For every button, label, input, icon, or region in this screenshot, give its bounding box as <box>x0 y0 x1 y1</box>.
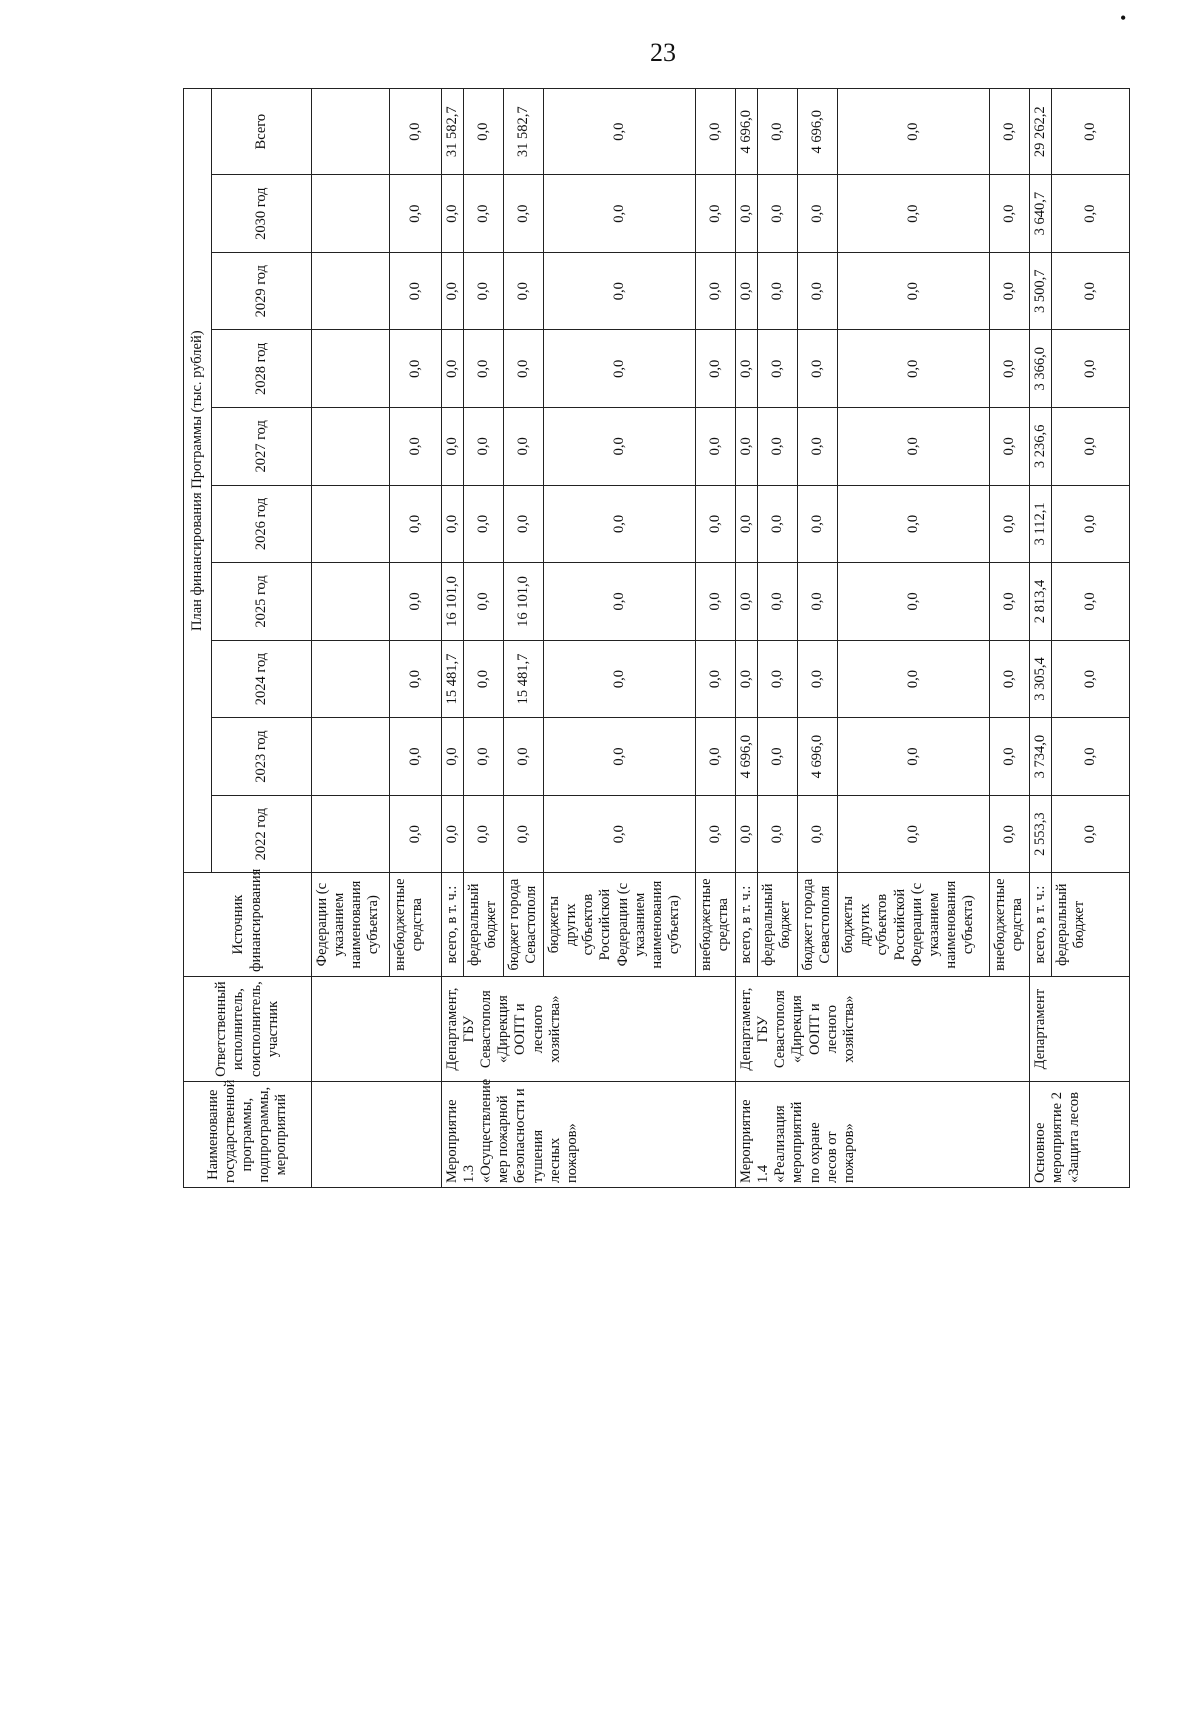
executor-cell: Департамент <box>1030 976 1130 1082</box>
value-cell: 0,0 <box>390 485 442 563</box>
header-year: 2028 год <box>212 330 312 408</box>
cont-name-cell <box>312 1082 442 1188</box>
table-row <box>1030 89 1052 1188</box>
value-cell: 0,0 <box>504 330 544 408</box>
header-year: 2024 год <box>212 640 312 718</box>
value-cell: 0,0 <box>544 640 696 718</box>
value-cell: 0,0 <box>442 408 464 486</box>
total-cell: 31 582,7 <box>442 89 464 175</box>
value-cell: 0,0 <box>696 795 736 873</box>
value-cell: 0,0 <box>758 330 798 408</box>
value-cell: 3 236,6 <box>1030 408 1052 486</box>
value-cell: 3 366,0 <box>1030 330 1052 408</box>
source-cell: внебюджетные средства <box>390 873 442 976</box>
value-cell: 0,0 <box>758 175 798 253</box>
value-cell: 0,0 <box>544 795 696 873</box>
value-cell: 0,0 <box>838 330 990 408</box>
value-cell: 0,0 <box>1052 640 1130 718</box>
value-cell: 0,0 <box>504 485 544 563</box>
value-cell: 0,0 <box>464 563 504 641</box>
header-year: 2030 год <box>212 175 312 253</box>
measure-name-cell: Мероприятие 1.4 «Реализация мероприятий по охране лесов от пожаров» <box>736 1082 1030 1188</box>
value-cell: 0,0 <box>758 795 798 873</box>
value-cell: 0,0 <box>1052 563 1130 641</box>
executor-cell: Департамент, ГБУ Севастополя «Дирекция ООПТ и лесного хозяйства» <box>736 976 1030 1082</box>
value-cell: 0,0 <box>696 408 736 486</box>
value-cell: 0,0 <box>464 718 504 796</box>
value-cell: 3 112,1 <box>1030 485 1052 563</box>
total-cell: 0,0 <box>758 89 798 175</box>
value-cell: 0,0 <box>798 563 838 641</box>
header-year: 2029 год <box>212 252 312 330</box>
value-cell: 0,0 <box>798 175 838 253</box>
value-cell: 0,0 <box>1052 408 1130 486</box>
value-cell: 0,0 <box>1052 485 1130 563</box>
value-cell: 4 696,0 <box>798 718 838 796</box>
source-cell: федеральный бюджет <box>464 873 504 976</box>
source-cell: внебюджетные средства <box>990 873 1030 976</box>
empty-cell <box>312 718 390 796</box>
value-cell: 0,0 <box>758 252 798 330</box>
scan-mark: • <box>1120 8 1127 28</box>
value-cell: 0,0 <box>990 563 1030 641</box>
value-cell: 0,0 <box>696 330 736 408</box>
measure-name-cell: Мероприятие 1.3 «Осуществление мер пожарной безопасности и тушения лесных пожаров» <box>442 1082 736 1188</box>
value-cell: 4 696,0 <box>736 718 758 796</box>
value-cell: 0,0 <box>758 408 798 486</box>
total-cell: 4 696,0 <box>798 89 838 175</box>
source-cell: федеральный бюджет <box>1052 873 1130 976</box>
rotated-table-wrapper <box>183 88 1099 1188</box>
value-cell: 0,0 <box>758 640 798 718</box>
measure-name-cell: Основное мероприятие 2 «Защита лесов <box>1030 1082 1130 1188</box>
value-cell: 0,0 <box>990 795 1030 873</box>
value-cell: 0,0 <box>464 252 504 330</box>
total-cell: 0,0 <box>990 89 1030 175</box>
value-cell: 0,0 <box>798 485 838 563</box>
value-cell: 0,0 <box>798 640 838 718</box>
value-cell: 0,0 <box>544 330 696 408</box>
total-cell: 29 262,2 <box>1030 89 1052 175</box>
value-cell: 0,0 <box>990 718 1030 796</box>
table-row <box>736 89 758 1188</box>
value-cell: 0,0 <box>544 408 696 486</box>
header-source: Источник финансирования <box>184 873 312 976</box>
financing-table <box>183 88 1130 1188</box>
header-year: 2026 год <box>212 485 312 563</box>
value-cell: 0,0 <box>736 330 758 408</box>
empty-cell <box>312 408 390 486</box>
value-cell: 0,0 <box>464 175 504 253</box>
header-executor: Ответственный исполнитель, соисполнитель, участник <box>184 976 312 1082</box>
value-cell: 16 101,0 <box>504 563 544 641</box>
value-cell: 0,0 <box>758 563 798 641</box>
value-cell: 0,0 <box>838 640 990 718</box>
value-cell: 0,0 <box>544 252 696 330</box>
value-cell: 0,0 <box>390 330 442 408</box>
source-cell: внебюджетные средства <box>696 873 736 976</box>
header-total: Всего <box>212 89 312 175</box>
empty-cell <box>312 89 390 175</box>
source-cell: федеральный бюджет <box>758 873 798 976</box>
value-cell: 0,0 <box>442 795 464 873</box>
total-cell: 0,0 <box>696 89 736 175</box>
value-cell: 0,0 <box>464 795 504 873</box>
header-name: Наименование государственной программы, подпрограммы, мероприятий <box>184 1082 312 1188</box>
value-cell: 0,0 <box>544 485 696 563</box>
source-cell: бюджет города Севастополя <box>504 873 544 976</box>
value-cell: 0,0 <box>390 252 442 330</box>
value-cell: 0,0 <box>736 563 758 641</box>
value-cell: 0,0 <box>696 563 736 641</box>
value-cell: 0,0 <box>736 252 758 330</box>
value-cell: 15 481,7 <box>442 640 464 718</box>
value-cell: 15 481,7 <box>504 640 544 718</box>
value-cell: 0,0 <box>990 330 1030 408</box>
value-cell: 0,0 <box>544 718 696 796</box>
value-cell: 0,0 <box>990 408 1030 486</box>
empty-cell <box>312 175 390 253</box>
value-cell: 2 553,3 <box>1030 795 1052 873</box>
value-cell: 0,0 <box>390 640 442 718</box>
value-cell: 3 305,4 <box>1030 640 1052 718</box>
value-cell: 0,0 <box>798 408 838 486</box>
value-cell: 0,0 <box>1052 252 1130 330</box>
value-cell: 3 734,0 <box>1030 718 1052 796</box>
table-row <box>442 89 464 1188</box>
source-cell: бюджет города Севастополя <box>798 873 838 976</box>
value-cell: 0,0 <box>504 795 544 873</box>
value-cell: 0,0 <box>504 252 544 330</box>
value-cell: 0,0 <box>442 252 464 330</box>
value-cell: 0,0 <box>736 175 758 253</box>
value-cell: 0,0 <box>990 640 1030 718</box>
total-cell: 0,0 <box>390 89 442 175</box>
source-cell: всего, в т. ч.: <box>1030 873 1052 976</box>
value-cell: 0,0 <box>838 795 990 873</box>
value-cell: 16 101,0 <box>442 563 464 641</box>
cont-executor-cell <box>312 976 442 1082</box>
value-cell: 0,0 <box>442 485 464 563</box>
total-cell: 0,0 <box>1052 89 1130 175</box>
page-number: 23 <box>650 38 676 67</box>
value-cell: 0,0 <box>736 408 758 486</box>
value-cell: 0,0 <box>442 175 464 253</box>
value-cell: 0,0 <box>696 718 736 796</box>
value-cell: 0,0 <box>504 718 544 796</box>
value-cell: 0,0 <box>464 330 504 408</box>
value-cell: 0,0 <box>696 252 736 330</box>
value-cell: 0,0 <box>1052 718 1130 796</box>
value-cell: 3 500,7 <box>1030 252 1052 330</box>
value-cell: 0,0 <box>390 795 442 873</box>
total-cell: 31 582,7 <box>504 89 544 175</box>
value-cell: 0,0 <box>464 408 504 486</box>
value-cell: 2 813,4 <box>1030 563 1052 641</box>
value-cell: 0,0 <box>464 485 504 563</box>
value-cell: 0,0 <box>544 563 696 641</box>
value-cell: 0,0 <box>442 718 464 796</box>
header-year: 2023 год <box>212 718 312 796</box>
value-cell: 0,0 <box>798 795 838 873</box>
total-cell: 0,0 <box>464 89 504 175</box>
value-cell: 0,0 <box>838 718 990 796</box>
empty-cell <box>312 330 390 408</box>
value-cell: 0,0 <box>990 175 1030 253</box>
source-cell: бюджеты других субъектов Российской Федерации (с указанием наименования субъекта) <box>544 873 696 976</box>
empty-cell <box>312 252 390 330</box>
value-cell: 0,0 <box>990 252 1030 330</box>
value-cell: 0,0 <box>390 563 442 641</box>
header-year: 2025 год <box>212 563 312 641</box>
header-year: 2027 год <box>212 408 312 486</box>
value-cell: 0,0 <box>442 330 464 408</box>
header-plan: План финансирования Программы (тыс. рублей) <box>184 89 212 873</box>
value-cell: 0,0 <box>758 485 798 563</box>
value-cell: 0,0 <box>838 175 990 253</box>
value-cell: 3 640,7 <box>1030 175 1052 253</box>
value-cell: 0,0 <box>798 330 838 408</box>
empty-cell <box>312 795 390 873</box>
value-cell: 0,0 <box>1052 330 1130 408</box>
value-cell: 0,0 <box>838 252 990 330</box>
value-cell: 0,0 <box>390 718 442 796</box>
source-cell: бюджеты других субъектов Российской Федерации (с указанием наименования субъекта) <box>838 873 990 976</box>
value-cell: 0,0 <box>696 175 736 253</box>
value-cell: 0,0 <box>504 408 544 486</box>
value-cell: 0,0 <box>736 485 758 563</box>
value-cell: 0,0 <box>838 485 990 563</box>
empty-cell <box>312 640 390 718</box>
value-cell: 0,0 <box>838 563 990 641</box>
value-cell: 0,0 <box>464 640 504 718</box>
value-cell: 0,0 <box>838 408 990 486</box>
value-cell: 0,0 <box>390 408 442 486</box>
source-cell: Федерации (с указанием наименования субъекта) <box>312 873 390 976</box>
value-cell: 0,0 <box>696 485 736 563</box>
value-cell: 0,0 <box>390 175 442 253</box>
source-cell: всего, в т. ч.: <box>736 873 758 976</box>
value-cell: 0,0 <box>990 485 1030 563</box>
value-cell: 0,0 <box>696 640 736 718</box>
value-cell: 0,0 <box>504 175 544 253</box>
value-cell: 0,0 <box>544 175 696 253</box>
value-cell: 0,0 <box>736 640 758 718</box>
total-cell: 4 696,0 <box>736 89 758 175</box>
total-cell: 0,0 <box>544 89 696 175</box>
value-cell: 0,0 <box>758 718 798 796</box>
header-year: 2022 год <box>212 795 312 873</box>
value-cell: 0,0 <box>1052 795 1130 873</box>
empty-cell <box>312 485 390 563</box>
value-cell: 0,0 <box>736 795 758 873</box>
empty-cell <box>312 563 390 641</box>
table-row <box>312 89 390 1188</box>
executor-cell: Департамент, ГБУ Севастополя «Дирекция ООПТ и лесного хозяйства» <box>442 976 736 1082</box>
total-cell: 0,0 <box>838 89 990 175</box>
value-cell: 0,0 <box>1052 175 1130 253</box>
value-cell: 0,0 <box>798 252 838 330</box>
source-cell: всего, в т. ч.: <box>442 873 464 976</box>
